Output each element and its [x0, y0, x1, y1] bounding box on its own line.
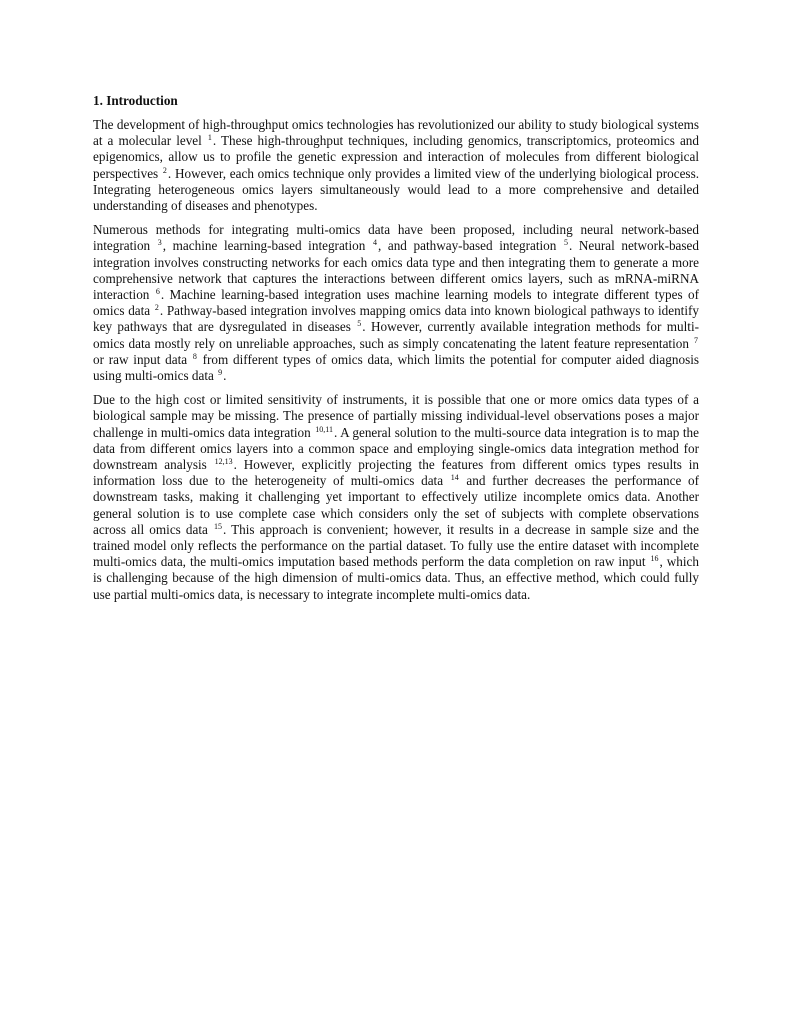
- paragraph-2: [93, 222, 699, 384]
- document-page: [93, 92, 699, 611]
- citation-ref: 9: [218, 368, 223, 378]
- text-run: . This approach is convenient; however, it results in a decrease in sample size and the trained model only reflects the performance on the partial dataset. To fully use the entire dataset with incomplete multi-omics data, the multi-omics imputation based methods perform the data completion on raw input: [93, 521, 699, 570]
- text-run: The development of high-throughput omics technologies has revolutionized our ability to study biological systems at a molecular level: [93, 117, 699, 149]
- text-run: Due to the high cost or limited sensitivity of instruments, it is possible that one or more omics data types of a biological sample may be missing. The presence of partially missing individual-level observations poses a major challenge in multi-omics data integration: [93, 392, 699, 440]
- citation-ref: 12,13: [214, 457, 233, 467]
- citation-ref: 7: [694, 335, 698, 345]
- citation-ref: 5: [563, 238, 568, 248]
- text-run: , which is challenging because of the high dimension of multi-omics data. Thus, an effective method, which could fully use partial multi-omics data, is necessary to integrate incomplete multi-omics data.: [93, 554, 699, 602]
- text-run: . These high-throughput techniques, including genomics, transcriptomics, proteomics and epigenomics, allow us to profile the genetic expression and interaction of molecules from different biological perspectives: [93, 133, 699, 181]
- text-run: .: [223, 368, 227, 384]
- citation-ref: 1: [207, 133, 212, 143]
- text-run: from different types of omics data, which limits the potential for computer aided diagnosis using multi-omics data: [93, 351, 699, 384]
- citation-ref: 6: [155, 287, 160, 297]
- citation-ref: 2: [154, 303, 159, 313]
- citation-ref: 10,11: [315, 424, 333, 434]
- text-run: . However, currently available integration methods for multi-omics data mostly rely on unreliable approaches, such as simply concatenating the latent feature representation: [93, 319, 699, 351]
- citation-ref: 16: [650, 554, 659, 564]
- section-heading: 1. Introduction: [93, 93, 178, 108]
- citation-ref: 4: [372, 238, 377, 248]
- text-run: , machine learning-based integration: [162, 238, 372, 254]
- text-run: . However, each omics technique only provides a limited view of the underlying biological process. Integrating heterogeneous omics layers simultaneously would lead to a more comprehensive and detailed understanding of diseases and phenotypes.: [93, 165, 699, 214]
- text-run: , and pathway-based integration: [377, 238, 563, 254]
- text-run: Numerous methods for integrating multi-omics data have been proposed, including neural network-based integration: [93, 222, 699, 254]
- paragraph-1: [93, 117, 699, 214]
- citation-ref: 15: [213, 521, 222, 531]
- text-run: . However, explicitly projecting the features from different omics types results in information loss due to the heterogeneity of multi-omics data: [93, 457, 699, 489]
- text-run: . Pathway-based integration involves mapping omics data into known biological pathways to identify key pathways that are dysregulated in diseases: [93, 303, 699, 335]
- text-run: . A general solution to the multi-source data integration is to map the data from different omics layers into a common space and employing single-omics data integration method for downstream analysis: [93, 424, 699, 473]
- text-run: or raw input data: [93, 351, 192, 367]
- text-run: . Machine learning-based integration uses machine learning models to integrate different types of omics data: [93, 287, 699, 319]
- citation-ref: 5: [357, 319, 362, 329]
- text-run: and further decreases the performance of downstream tasks, making it challenging yet important to effectively utilize incomplete omics data. Another general solution is to use complete case which considers only the set of subjects with complete observations across all omics data: [93, 473, 699, 537]
- citation-ref: 3: [157, 238, 162, 248]
- text-run: . Neural network-based integration involves constructing networks for each omics data type and then integrating them to generate a more comprehensive network that captures the interactions between different omics layers, such as mRNA-miRNA interaction: [93, 238, 699, 303]
- paragraph-3: [93, 392, 699, 603]
- citation-ref: 14: [450, 473, 459, 483]
- citation-ref: 2: [162, 165, 167, 175]
- citation-ref: 8: [192, 351, 197, 361]
